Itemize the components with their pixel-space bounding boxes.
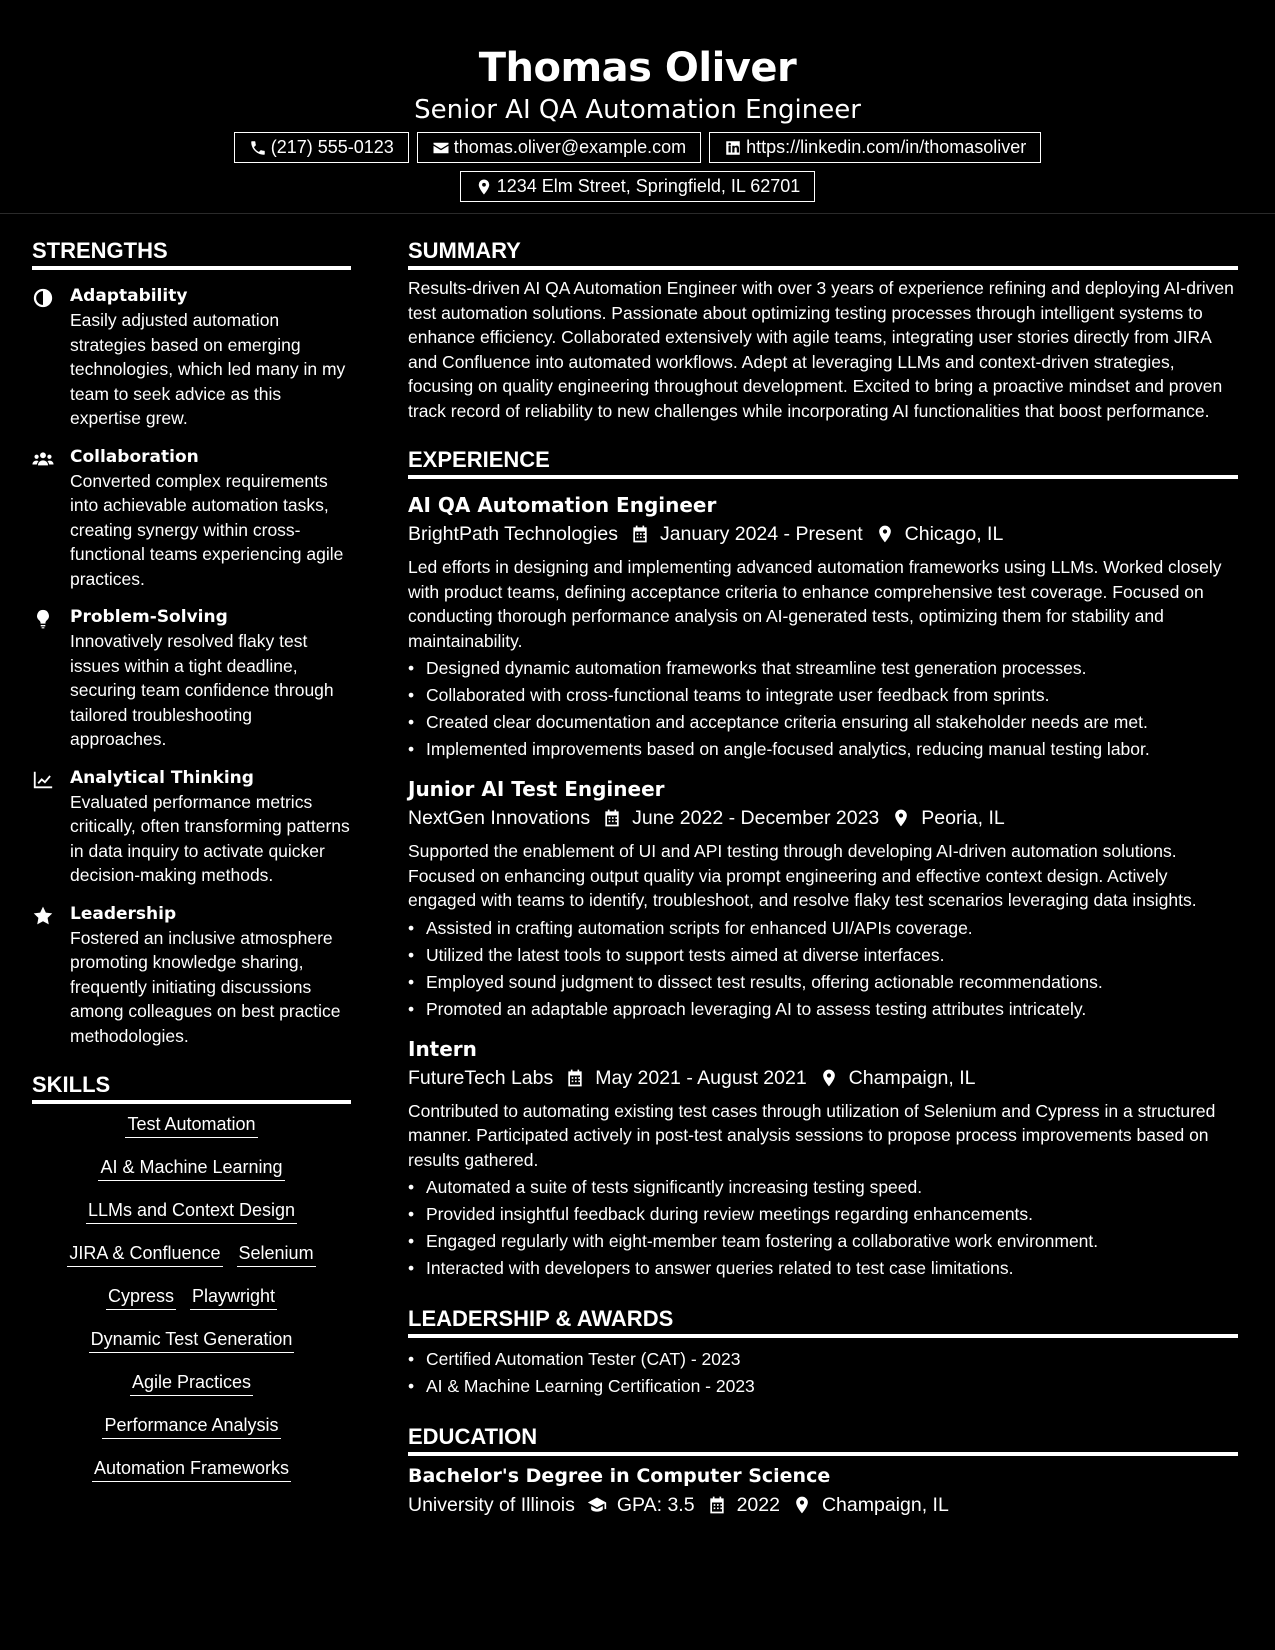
skills-list — [32, 1104, 351, 1482]
strength-item — [32, 766, 351, 888]
skill-tag: LLMs and Context Design — [86, 1198, 297, 1224]
map-pin-icon — [875, 524, 895, 544]
calendar-icon — [565, 1068, 585, 1088]
skill-tag: Test Automation — [125, 1112, 257, 1138]
linkedin-icon — [724, 139, 742, 157]
right-column — [408, 214, 1238, 1520]
job-dates: June 2022 - December 2023 — [632, 807, 880, 829]
job-meta — [408, 519, 1238, 549]
job-title: Junior AI Test Engineer — [408, 777, 665, 801]
users-icon — [32, 448, 54, 470]
email-text: thomas.oliver@example.com — [453, 137, 687, 157]
job-description: Supported the enablement of UI and API testing through developing AI-driven automation solutions. Focused on enhancing output quality via prompt engineering and effective context design. Actively engaged with teams to identify, troubleshoot, and resolve flaky test scenarios leveraging data insights. — [408, 841, 1197, 910]
star-icon — [32, 905, 54, 927]
strength-desc: Fostered an inclusive atmosphere promoting knowledge sharing, frequently initiating discussions among colleagues on best practice methodologies. — [70, 927, 341, 1046]
list-item: • Promoted an adaptable approach leveraging AI to assess testing attributes intricately. — [408, 996, 1238, 1023]
contact-row — [0, 132, 1275, 163]
summary-heading: SUMMARY — [408, 236, 1238, 270]
map-pin-icon — [475, 178, 493, 196]
skill-tag: Dynamic Test Generation — [89, 1327, 295, 1353]
skill-tag: Selenium — [237, 1241, 316, 1267]
half-circle-icon — [32, 287, 54, 309]
list-item: • Utilized the latest tools to support tests aimed at diverse interfaces. — [408, 942, 1238, 969]
degree-title: Bachelor's Degree in Computer Science — [408, 1465, 831, 1487]
address-row — [0, 171, 1275, 202]
skill-tag: Playwright — [190, 1284, 277, 1310]
list-item: • Implemented improvements based on angle-focused analytics, reducing manual testing labor. — [408, 736, 1238, 763]
summary-text: Results-driven AI QA Automation Engineer with over 3 years of experience refining and deploying AI-driven test automation solutions. Passionate about optimizing testing processes through intelligent systems to enhance efficiency. Collaborated extensively with agile teams, integrating user stories directly from JIRA and Confluence into automated workflows. Adept at leveraging LLMs and context-driven strategies, focusing on quality engineering throughout development. Excited to bring a proactive mindset and proven track record of reliability to new challenges while incorporating AI functionalities that boost performance. — [408, 278, 1234, 421]
left-column — [32, 214, 351, 1520]
skill-tag: Performance Analysis — [102, 1413, 280, 1439]
strength-item — [32, 445, 351, 592]
candidate-name: Thomas Oliver — [478, 45, 797, 91]
skill-tag: JIRA & Confluence — [67, 1241, 222, 1267]
list-item: • Engaged regularly with eight-member team fostering a collaborative work environment. — [408, 1228, 1238, 1255]
skill-tag: Cypress — [106, 1284, 176, 1310]
strength-name: Adaptability — [70, 286, 188, 306]
job-bullets — [408, 655, 1238, 763]
skill-tag: Agile Practices — [130, 1370, 253, 1396]
skills-heading: SKILLS — [32, 1070, 351, 1104]
resume-body — [0, 214, 1275, 1520]
phone-icon — [249, 139, 267, 157]
job-location: Peoria, IL — [921, 807, 1005, 829]
job-meta — [408, 1063, 1238, 1093]
list-item: • AI & Machine Learning Certification - 2023 — [408, 1373, 1238, 1400]
job-description: Contributed to automating existing test cases through utilization of Selenium and Cypress in a structured manner. Participated actively in post-test analysis sessions to propose process improvements based on results gathered. — [408, 1100, 1216, 1170]
graduation-cap-icon — [587, 1495, 607, 1515]
graduation-year: 2022 — [736, 1494, 780, 1516]
school-name: University of Illinois — [408, 1494, 575, 1516]
address-chip[interactable] — [460, 171, 816, 202]
envelope-icon — [432, 139, 450, 157]
email-chip[interactable] — [417, 132, 701, 163]
job-meta — [408, 803, 1238, 833]
list-item: • Assisted in crafting automation scripts for enhanced UI/APIs coverage. — [408, 915, 1238, 942]
job-title: AI QA Automation Engineer — [408, 493, 717, 517]
list-item: • Automated a suite of tests significantly increasing testing speed. — [408, 1174, 1238, 1201]
experience-heading: EXPERIENCE — [408, 445, 1238, 479]
line-chart-icon — [32, 769, 54, 791]
job-entry — [408, 491, 1238, 763]
strength-name: Collaboration — [70, 446, 199, 467]
skill-tag: Automation Frameworks — [92, 1456, 291, 1482]
list-item: • Employed sound judgment to dissect test results, offering actionable recommendations. — [408, 969, 1238, 996]
education-meta — [408, 1490, 1238, 1520]
job-bullets — [408, 915, 1238, 1023]
education-heading: EDUCATION — [408, 1422, 1238, 1456]
skill-tag: AI & Machine Learning — [98, 1155, 284, 1181]
awards-list — [408, 1346, 1238, 1400]
job-title: Intern — [408, 1036, 477, 1061]
linkedin-chip[interactable] — [709, 132, 1041, 163]
gpa-text: GPA: 3.5 — [616, 1494, 695, 1516]
strength-desc: Converted complex requirements into achievable automation tasks, creating synergy within cross-functional teams experiencing agile practices. — [70, 470, 344, 589]
strength-desc: Easily adjusted automation strategies based on emerging technologies, which led many in my team to seek advice as this expertise grew. — [70, 310, 346, 428]
candidate-title: Senior AI QA Automation Engineer — [414, 95, 861, 125]
job-entry — [408, 775, 1238, 1023]
map-pin-icon — [891, 808, 911, 828]
job-entry — [408, 1035, 1238, 1283]
education-location: Champaign, IL — [821, 1494, 949, 1516]
list-item: • Interacted with developers to answer queries related to test case limitations. — [408, 1255, 1238, 1282]
job-location: Champaign, IL — [848, 1066, 976, 1089]
strength-name: Analytical Thinking — [70, 767, 254, 788]
calendar-icon — [707, 1495, 727, 1515]
awards-heading: LEADERSHIP & AWARDS — [408, 1304, 1238, 1338]
job-dates: January 2024 - Present — [659, 523, 863, 545]
job-dates: May 2021 - August 2021 — [595, 1066, 807, 1089]
strength-name: Leadership — [70, 903, 177, 924]
list-item: • Collaborated with cross-functional teams to integrate user feedback from sprints. — [408, 682, 1238, 709]
phone-text: (217) 555-0123 — [270, 137, 394, 157]
strength-item — [32, 605, 351, 752]
company-name: NextGen Innovations — [408, 807, 591, 829]
list-item: • Certified Automation Tester (CAT) - 2023 — [408, 1346, 1238, 1373]
map-pin-icon — [819, 1068, 839, 1088]
strength-name: Problem-Solving — [70, 607, 228, 627]
job-description: Led efforts in designing and implementing advanced automation frameworks using LLMs. Worked closely with product teams, defining acceptance criteria to enhance comprehensive test coverage. Focused on conducting thorough performance analysis on AI-generated tests, optimizing them for stability and maintainability. — [408, 557, 1222, 651]
list-item: • Created clear documentation and acceptance criteria ensuring all stakeholder needs are met. — [408, 709, 1238, 736]
calendar-icon — [602, 808, 622, 828]
strength-item — [32, 284, 351, 431]
strength-desc: Innovatively resolved flaky test issues within a tight deadline, securing team confidence through tailored troubleshooting approaches. — [70, 631, 334, 749]
phone-chip[interactable] — [234, 132, 409, 163]
address-text: 1234 Elm Street, Springfield, IL 62701 — [496, 176, 801, 196]
list-item: • Designed dynamic automation frameworks that streamline test generation processes. — [408, 655, 1238, 682]
strengths-heading: STRENGTHS — [32, 236, 351, 270]
linkedin-text: https://linkedin.com/in/thomasoliver — [746, 137, 1027, 157]
job-location: Chicago, IL — [904, 523, 1004, 545]
strength-desc: Evaluated performance metrics critically, often transforming patterns in data inquiry to activate quicker decision-making methods. — [70, 791, 350, 885]
company-name: FutureTech Labs — [408, 1066, 554, 1089]
calendar-icon — [630, 524, 650, 544]
lightbulb-icon — [32, 608, 54, 630]
resume-header — [0, 0, 1275, 214]
company-name: BrightPath Technologies — [408, 523, 618, 545]
map-pin-icon — [792, 1495, 812, 1515]
strength-item — [32, 902, 351, 1049]
job-bullets — [408, 1174, 1238, 1282]
list-item: • Provided insightful feedback during review meetings regarding enhancements. — [408, 1201, 1238, 1228]
